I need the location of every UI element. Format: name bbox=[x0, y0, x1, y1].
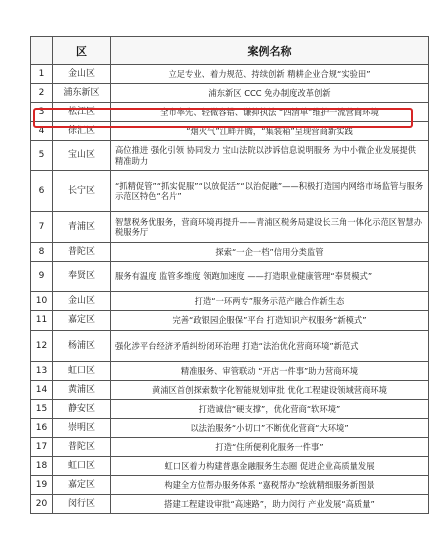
row-case-name: 黄浦区首创探索数字化智能规划审批 优化工程建设领域营商环境 bbox=[111, 381, 429, 400]
table-row bbox=[31, 262, 429, 292]
row-district: 虹口区 bbox=[53, 457, 111, 476]
cases-table-container bbox=[30, 36, 428, 514]
table-row bbox=[31, 212, 429, 243]
row-district: 松江区 bbox=[53, 103, 111, 122]
row-number: 8 bbox=[31, 243, 53, 262]
row-number: 5 bbox=[31, 141, 53, 171]
row-district: 浦东新区 bbox=[53, 84, 111, 103]
table-row bbox=[31, 292, 429, 311]
table-row bbox=[31, 171, 429, 212]
row-number: 1 bbox=[31, 65, 53, 84]
table-row bbox=[31, 362, 429, 381]
row-district: 普陀区 bbox=[53, 243, 111, 262]
row-number: 7 bbox=[31, 212, 53, 243]
row-case-name: 立足专业、着力规范、持续创新 精耕企业合规“实验田” bbox=[111, 65, 429, 84]
header-index bbox=[31, 37, 53, 65]
row-case-name: 完善“政银园企服保”平台 打造知识产权服务“新模式” bbox=[111, 311, 429, 331]
row-district: 金山区 bbox=[53, 65, 111, 84]
row-district: 金山区 bbox=[53, 292, 111, 311]
row-number: 13 bbox=[31, 362, 53, 381]
row-number: 12 bbox=[31, 331, 53, 362]
row-case-name: 虹口区着力构建普惠金融服务生态圈 促进企业高质量发展 bbox=[111, 457, 429, 476]
row-case-name: 打造诚信“硬支撑”，优化营商“软环境” bbox=[111, 400, 429, 419]
header-district: 区 bbox=[53, 37, 111, 65]
table-row bbox=[31, 400, 429, 419]
row-number: 16 bbox=[31, 419, 53, 438]
table-row bbox=[31, 331, 429, 362]
row-number: 3 bbox=[31, 103, 53, 122]
table-row bbox=[31, 122, 429, 141]
table-row bbox=[31, 438, 429, 457]
row-case-name: 搭建工程建设审批“高速路”，助力闵行 产业发展“高质量” bbox=[111, 495, 429, 514]
row-district: 杨浦区 bbox=[53, 331, 111, 362]
table-row bbox=[31, 419, 429, 438]
row-case-name: 高位推进 强化引领 协同发力 宝山法院以涉诉信息说明服务 为中小微企业发展提供精准助力 bbox=[111, 141, 429, 171]
row-district: 奉贤区 bbox=[53, 262, 111, 292]
row-number: 2 bbox=[31, 84, 53, 103]
table-row bbox=[31, 243, 429, 262]
row-number: 15 bbox=[31, 400, 53, 419]
row-district: 普陀区 bbox=[53, 438, 111, 457]
row-district: 嘉定区 bbox=[53, 476, 111, 495]
row-case-name: 强化涉平台经济矛盾纠纷闭环治理 打造“法治优化营商环境”新范式 bbox=[111, 331, 429, 362]
row-case-name: 打造“一环两专”服务示范产融合作新生态 bbox=[111, 292, 429, 311]
row-case-name: 智慧税务优服务，营商环境再提升——青浦区税务局建设长三角一体化示范区智慧办税服务厅 bbox=[111, 212, 429, 243]
row-number: 10 bbox=[31, 292, 53, 311]
table-row bbox=[31, 141, 429, 171]
table-body bbox=[31, 65, 429, 514]
row-district: 静安区 bbox=[53, 400, 111, 419]
row-district: 黄浦区 bbox=[53, 381, 111, 400]
row-district: 青浦区 bbox=[53, 212, 111, 243]
row-district: 闵行区 bbox=[53, 495, 111, 514]
row-district: 虹口区 bbox=[53, 362, 111, 381]
row-number: 19 bbox=[31, 476, 53, 495]
row-case-name: 以法治服务“小切口”不断优化营商“大环境” bbox=[111, 419, 429, 438]
table-row bbox=[31, 65, 429, 84]
table-row bbox=[31, 311, 429, 331]
row-district: 宝山区 bbox=[53, 141, 111, 171]
row-case-name: 打造“住所便利化服务一件事” bbox=[111, 438, 429, 457]
row-case-name: 浦东新区 CCC 免办制度改革创新 bbox=[111, 84, 429, 103]
row-case-name: 探索“一企一档”信用分类监管 bbox=[111, 243, 429, 262]
cases-table bbox=[30, 36, 429, 514]
row-case-name: “烟火气”江畔升腾，“集装箱”呈现营商新实践 bbox=[111, 122, 429, 141]
row-district: 徐汇区 bbox=[53, 122, 111, 141]
row-district: 嘉定区 bbox=[53, 311, 111, 331]
table-row bbox=[31, 381, 429, 400]
table-header bbox=[31, 37, 429, 65]
row-number: 18 bbox=[31, 457, 53, 476]
row-number: 9 bbox=[31, 262, 53, 292]
row-number: 11 bbox=[31, 311, 53, 331]
row-number: 20 bbox=[31, 495, 53, 514]
row-case-name: 精准服务、审管联动 “开店一件事”助力营商环境 bbox=[111, 362, 429, 381]
row-district: 长宁区 bbox=[53, 171, 111, 212]
row-number: 4 bbox=[31, 122, 53, 141]
row-case-name: “抓精促管”“抓实促服”“以放促活”“以治促融”——积极打造国内网络市场监管与服务示范区特色“名片” bbox=[111, 171, 429, 212]
row-case-name: 服务有温度 监管多维度 领跑加速度 ——打造职业健康管理“奉贤模式” bbox=[111, 262, 429, 292]
table-row bbox=[31, 495, 429, 514]
table-row bbox=[31, 457, 429, 476]
table-row bbox=[31, 476, 429, 495]
row-number: 6 bbox=[31, 171, 53, 212]
row-district: 崇明区 bbox=[53, 419, 111, 438]
row-number: 14 bbox=[31, 381, 53, 400]
row-case-name: 构建全方位帮办服务体系 “嘉税帮办”绘就精细服务新图景 bbox=[111, 476, 429, 495]
header-case-name: 案例名称 bbox=[111, 37, 429, 65]
table-row bbox=[31, 103, 429, 122]
row-case-name: 全市率先、轻微容错、谦抑执法 “四清单”维护一流营商环境 bbox=[111, 103, 429, 122]
table-row bbox=[31, 84, 429, 103]
row-number: 17 bbox=[31, 438, 53, 457]
